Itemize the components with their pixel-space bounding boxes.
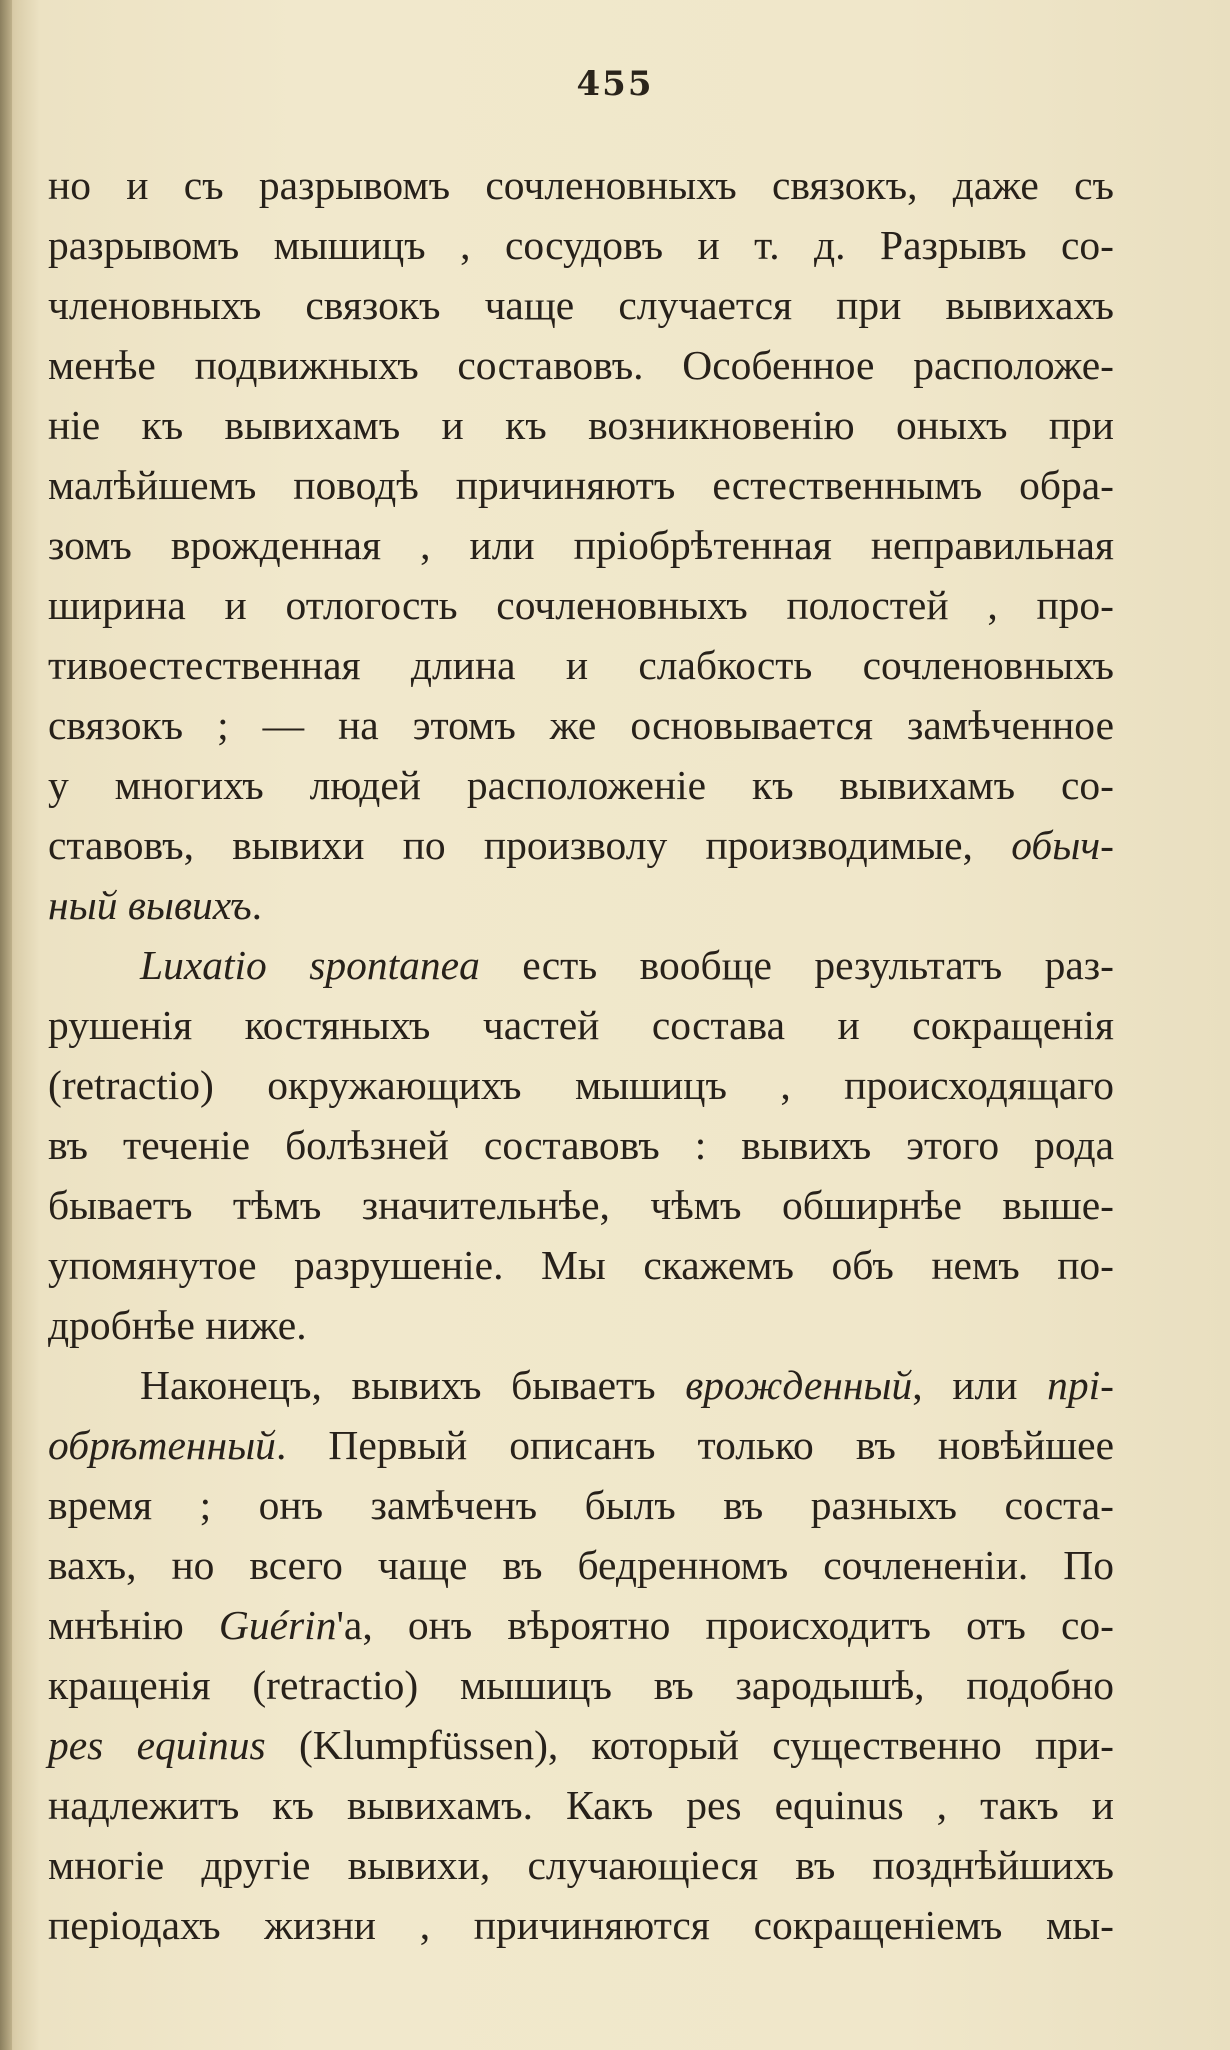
text-line xyxy=(48,935,1114,995)
text-segment: зомъ врожденная , или пріобрѣтенная неправильная xyxy=(48,522,1114,568)
text-segment: тивоестественная длина и слабкость сочленовныхъ xyxy=(48,642,1114,688)
text-segment: малѣйшемъ поводѣ причиняютъ естественнымъ обра- xyxy=(48,462,1114,508)
text-segment: мнѣнію xyxy=(48,1602,219,1648)
text-line xyxy=(48,1055,1114,1115)
italic-text: врожденный xyxy=(685,1362,913,1408)
text-line xyxy=(48,1655,1114,1715)
text-line xyxy=(48,1895,1114,1955)
body-text xyxy=(48,155,1114,1955)
text-segment: у многихъ людей расположеніе къ вывихамъ со- xyxy=(48,762,1114,808)
text-line xyxy=(48,1415,1114,1475)
text-line xyxy=(48,455,1114,515)
text-line xyxy=(48,1175,1114,1235)
text-line xyxy=(48,335,1114,395)
text-segment: (retractio) окружающихъ мышицъ , происходящаго xyxy=(48,1062,1114,1108)
text-line xyxy=(48,395,1114,455)
italic-text: обыч- xyxy=(1011,822,1114,868)
text-segment: дробнѣе ниже. xyxy=(48,1302,307,1348)
text-line xyxy=(48,1595,1114,1655)
text-line xyxy=(48,875,1114,935)
text-segment: надлежитъ къ вывихамъ. Какъ pes equinus , такъ и xyxy=(48,1782,1114,1828)
text-line xyxy=(48,1475,1114,1535)
text-line xyxy=(48,1535,1114,1595)
text-segment: . xyxy=(251,882,263,928)
text-segment: вахъ, но всего чаще въ бедренномъ сочлененіи. По xyxy=(48,1542,1114,1588)
text-line xyxy=(48,635,1114,695)
text-segment: Наконецъ, вывихъ бываетъ xyxy=(140,1362,686,1408)
italic-text: Luxatio spontanea xyxy=(140,942,480,988)
text-line xyxy=(48,275,1114,335)
italic-text: Guérin xyxy=(218,1602,337,1648)
text-segment: ширина и отлогость сочленовныхъ полостей , про- xyxy=(48,582,1114,628)
italic-text: ный вывихъ xyxy=(48,882,252,928)
text-line xyxy=(48,1715,1114,1775)
text-segment: въ теченіе болѣзней составовъ : вывихъ этого рода xyxy=(48,1122,1114,1168)
text-line xyxy=(48,695,1114,755)
text-segment: рушенія костяныхъ частей состава и сокращенія xyxy=(48,1002,1114,1048)
text-segment: періодахъ жизни , причиняются сокращеніемъ мы- xyxy=(48,1902,1114,1948)
text-segment: время ; онъ замѣченъ былъ въ разныхъ соста- xyxy=(48,1482,1114,1528)
italic-text: pes equinus xyxy=(48,1722,266,1768)
text-line xyxy=(48,755,1114,815)
text-line xyxy=(48,215,1114,275)
text-segment: многіе другіе вывихи, случающіеся въ позднѣйшихъ xyxy=(48,1842,1114,1888)
text-segment: 'а, онъ вѣроятно происходитъ отъ со- xyxy=(336,1602,1114,1648)
text-segment: разрывомъ мышицъ , сосудовъ и т. д. Разрывъ со- xyxy=(48,222,1114,268)
text-line xyxy=(48,1235,1114,1295)
text-line xyxy=(48,155,1114,215)
text-segment: , или xyxy=(912,1362,1048,1408)
text-line xyxy=(48,1835,1114,1895)
text-segment: ніе къ вывихамъ и къ возникновенію оныхъ при xyxy=(48,402,1114,448)
text-segment: менѣе подвижныхъ составовъ. Особенное расположе- xyxy=(48,342,1114,388)
page-spine-shadow xyxy=(0,0,12,2050)
text-segment: но и съ разрывомъ сочленовныхъ связокъ, даже съ xyxy=(48,162,1114,208)
text-line xyxy=(48,1295,1114,1355)
text-line xyxy=(48,575,1114,635)
text-segment: . Первый описанъ только въ новѣйшее xyxy=(275,1422,1114,1468)
text-segment: бываетъ тѣмъ значительнѣе, чѣмъ обширнѣе выше- xyxy=(48,1182,1114,1228)
text-segment: есть вообще результатъ раз- xyxy=(479,942,1114,988)
text-segment: упомянутое разрушеніе. Мы скажемъ объ немъ по- xyxy=(48,1242,1114,1288)
text-line xyxy=(48,995,1114,1055)
text-segment: связокъ ; — на этомъ же основывается замѣченное xyxy=(48,702,1114,748)
text-segment: (Klumpfüssen), который существенно при- xyxy=(265,1722,1114,1768)
page-number: 455 xyxy=(576,64,654,104)
text-line xyxy=(48,1775,1114,1835)
text-segment: членовныхъ связокъ чаще случается при вывихахъ xyxy=(48,282,1114,328)
text-segment: кращенія (retractio) мышицъ въ зародышѣ, подобно xyxy=(48,1662,1114,1708)
text-line xyxy=(48,1115,1114,1175)
italic-text: обрѣтенный xyxy=(48,1422,276,1468)
text-line xyxy=(48,1355,1114,1415)
text-line xyxy=(48,815,1114,875)
text-segment: ставовъ, вывихи по произволу производимые, xyxy=(48,822,1012,868)
text-line xyxy=(48,515,1114,575)
italic-text: прі- xyxy=(1047,1362,1114,1408)
